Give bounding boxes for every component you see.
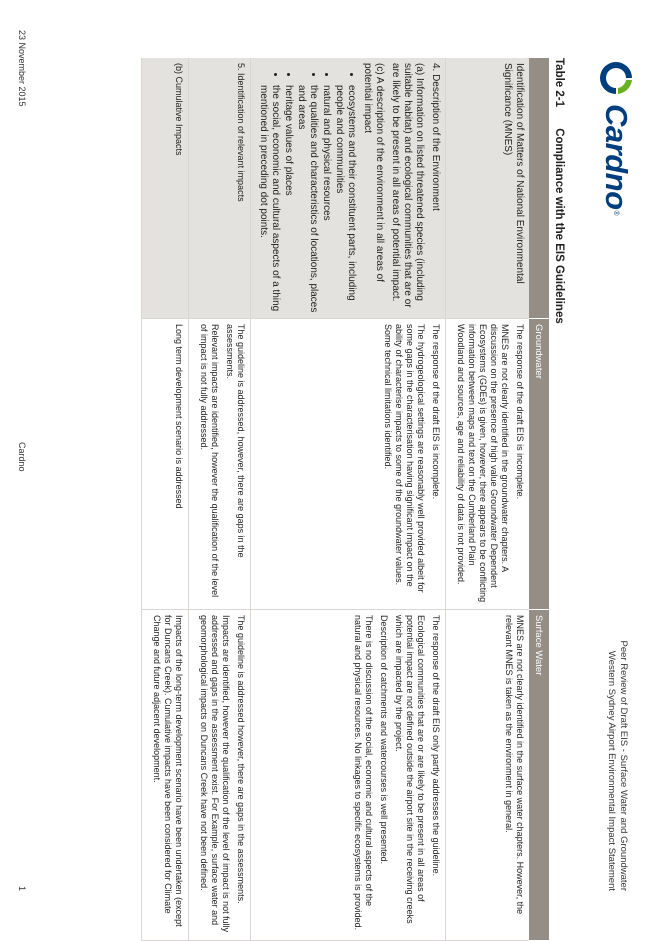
guideline-text: (c) A description of the environment in all areas of potential impact (362, 63, 385, 283)
surface-water-text: The guideline is addressed however, there are gaps in the assessments. (236, 615, 246, 904)
groundwater-cell (446, 319, 530, 610)
logo-registered-mark: ® (612, 210, 620, 216)
surface-water-text: MNES are not clearly identified in the surface water chapters. However, the relevant MNES is taken as the environment in general. (504, 615, 525, 915)
surface-water-text: Ecological communities that are or are likely to be present in all areas of potential impact are not defined outside the airport site in the receiving creeks which are impacted by the project. (394, 615, 426, 924)
table-caption (553, 58, 565, 324)
groundwater-cell (251, 319, 446, 610)
surface-water-cell (189, 610, 251, 941)
list-item: • natural and physical resources (320, 85, 332, 313)
surface-water-text: Impacts of the long-term development scenario have been undertaken (except for Duncans Creek). Cumulative impacts have been considered for Climate Change and future adjacent development. (152, 615, 184, 927)
groundwater-cell (142, 319, 189, 610)
groundwater-text: MNES are not clearly identified in the groundwater chapters. A discussion on the presence of high value Groundwater Dependent Ecosystems (GDEs) is given, however, there appears to be conflicting information between maps and text on the Cumberland Plain Woodland and sources, age and reliability of data is not provided. (456, 324, 510, 603)
guideline-cell (142, 58, 189, 319)
groundwater-cell (189, 319, 251, 610)
running-header (605, 641, 629, 891)
header-line-2: Western Sydney Airport Environmental Impact Statement (606, 650, 617, 891)
list-item: • the qualities and characteristics of locations, places and areas (295, 85, 319, 313)
guideline-text: 4. Description of the Environment (430, 63, 441, 211)
surface-water-cell (446, 610, 530, 941)
guideline-text: 5. Identification of relevant impacts (236, 63, 246, 202)
guideline-text: (b) Cumulative Impacts (174, 63, 184, 156)
surface-water-cell (142, 610, 189, 941)
table-number: Table 2-1 (553, 58, 565, 107)
groundwater-text: Long term development scenario is addressed (174, 324, 184, 509)
list-item: • heritage values of places (282, 85, 294, 313)
table-header-row (529, 58, 549, 941)
table-caption-text: Compliance with the EIS Guidelines (553, 128, 565, 324)
header-line-1: Peer Review of Draft EIS - Surface Water and Groundwater (618, 640, 629, 891)
footer-date: 23 November 2015 (17, 30, 27, 107)
groundwater-text: Relevant impacts are identified, however the qualification of the level of impact is not fully addressed. (199, 324, 220, 598)
surface-water-text: The response of the draft EIS only partly addresses the guideline. (431, 615, 441, 877)
table-row (251, 58, 446, 941)
header-guideline (529, 58, 549, 319)
logo-wordmark: Cardno (599, 104, 634, 210)
footer-company: Cardno (17, 442, 27, 472)
list-item: • the social, economic and cultural aspects of a thing mentioned in preceding dot points. (257, 85, 281, 313)
groundwater-text: The response of the draft EIS is incomplete. (515, 324, 525, 500)
page-number: 1 (17, 886, 27, 892)
groundwater-text: The guideline is addressed, however, there are gaps in the assessments. (225, 324, 246, 558)
table-row (142, 58, 189, 941)
guideline-text: (a) Information on listed threatened species (including suitable habitat) and ecological communities that are or are likely to be present in all areas of potential impact. (390, 63, 425, 308)
table-row (446, 58, 530, 941)
list-item: • ecosystems and their constituent parts, including people and communities (333, 85, 357, 313)
groundwater-text: The response of the draft EIS is incomplete. (431, 324, 441, 500)
guideline-text: Identification of Matters of National Environmental Significance (MNES) (502, 63, 525, 284)
header-surface-water: Surface Water (529, 610, 549, 941)
surface-water-text: There is no discussion of the social, economic and cultural aspects of the natural and physical resources. No linkages to specific ecosystems is provided. (353, 615, 374, 931)
groundwater-text: The hydrogeological settings are reasonably well provided albeit for some gaps in the characterisation having significant impact on the ability of characterise impacts to some of the groundwater values. Some technical limitations identified. (383, 324, 426, 593)
cardno-logo (593, 58, 639, 216)
cardno-logo-icon (596, 58, 636, 98)
guideline-bullet-list (257, 63, 357, 313)
surface-water-text: Description of catchments and watercourses is well presented. (379, 615, 389, 865)
header-groundwater: Groundwater (529, 319, 549, 610)
guideline-cell (189, 58, 251, 319)
surface-water-text: Impacts are identified, however the qualification of the level of impact is not fully addressed and gaps in the assessment exist. For Example, surface water and geomorphological impacts on Duncans Creek have not been defined. (199, 615, 231, 933)
compliance-table (141, 58, 549, 941)
surface-water-cell (251, 610, 446, 941)
guideline-cell (251, 58, 446, 319)
table-row (189, 58, 251, 941)
guideline-cell (446, 58, 530, 319)
